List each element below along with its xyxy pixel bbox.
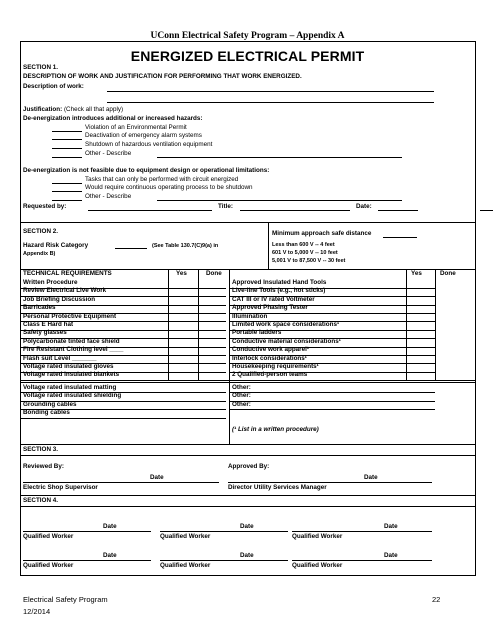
col-header-done-right: Done bbox=[440, 270, 456, 277]
worker-signature-line[interactable] bbox=[292, 531, 432, 532]
requirement-row: Safety glasses bbox=[23, 329, 67, 337]
col-header-done-left: Done bbox=[206, 270, 222, 277]
date-label: Date: bbox=[356, 203, 372, 210]
hazard-item-3: Shutdown of hazardous ventilation equipment bbox=[85, 141, 213, 148]
written-procedure-footnote bbox=[232, 426, 319, 434]
hazard-risk-note: (See Table 130.7(C)9(a) in bbox=[152, 243, 219, 249]
infeasible-check-1[interactable] bbox=[52, 183, 82, 184]
justification-label: Justification: bbox=[23, 106, 63, 113]
infeasible-item-1: Tasks that can only be performed with circuit energized bbox=[85, 176, 239, 183]
requirement-row: Job Briefing Discussion bbox=[23, 295, 96, 303]
hazard-check-3[interactable] bbox=[52, 148, 82, 149]
title-label: Title: bbox=[218, 203, 233, 210]
requirement-row: Illumination bbox=[232, 312, 268, 320]
approach-1: Less than 600 V -- 4 feet bbox=[272, 242, 335, 248]
requirement-row: Grounding cables bbox=[23, 400, 77, 408]
requirement-row: Polycarbonate tinted face shield bbox=[23, 337, 120, 345]
program-header: UConn Electrical Safety Program – Appendix A bbox=[150, 31, 345, 41]
requirement-row: Barricades bbox=[23, 304, 56, 312]
approved-by-line[interactable] bbox=[228, 482, 432, 483]
requirement-row: Conductive work apparel¹ bbox=[232, 346, 309, 354]
approved-date-label: Date bbox=[364, 474, 378, 481]
worker-date-label: Date bbox=[103, 523, 117, 530]
requirement-row: Personal Protective Equipment bbox=[23, 312, 117, 320]
worker-signature-line[interactable] bbox=[23, 531, 151, 532]
requirement-row: Other: bbox=[232, 383, 251, 391]
hazard-risk-line[interactable] bbox=[115, 248, 147, 249]
requirement-row: Housekeeping requirements¹ bbox=[232, 363, 319, 370]
requirement-row: Conductive material considerations¹ bbox=[232, 337, 341, 345]
hazard-risk-note-2: Appendix B) bbox=[23, 251, 56, 257]
requirement-row: Interlock considerations¹ bbox=[232, 354, 307, 362]
infeasible-other-line[interactable] bbox=[157, 200, 402, 201]
worker-role-label: Qualified Worker bbox=[23, 562, 74, 569]
col-header-tech: TECHNICAL REQUIREMENTS bbox=[23, 270, 112, 277]
section2-top-border bbox=[20, 222, 476, 223]
col-divider-5 bbox=[435, 269, 436, 380]
worker-role-label: Qualified Worker bbox=[160, 562, 211, 569]
hazard-check-4[interactable] bbox=[52, 157, 82, 158]
infeasible-heading: De-energization is not feasible due to equipment design or operational limitations: bbox=[23, 167, 270, 174]
hazard-check-1[interactable] bbox=[52, 131, 82, 132]
worker-date-label: Date bbox=[384, 552, 398, 559]
infeasible-check-2[interactable] bbox=[52, 191, 82, 192]
description-line-2[interactable] bbox=[107, 102, 434, 103]
description-label: Description of work: bbox=[23, 83, 84, 90]
requirement-row: Approved Insulated Hand Tools bbox=[232, 279, 327, 286]
infeasible-item-2: Would require continuous operating process to be shutdown bbox=[85, 184, 253, 191]
footer-program: Electrical Safety Program bbox=[23, 595, 108, 604]
requirement-row: Voltage rated insulated blankets bbox=[23, 371, 120, 379]
worker-signature-line[interactable] bbox=[292, 560, 432, 561]
requirement-row: Class E Hard hat bbox=[23, 321, 74, 328]
approved-by-label: Approved By: bbox=[228, 463, 270, 470]
justification-note: (Check all that apply) bbox=[63, 106, 124, 113]
worker-signature-line[interactable] bbox=[23, 560, 151, 561]
worker-role-label: Qualified Worker bbox=[292, 562, 343, 569]
requirement-row: Voltage rated insulated shielding bbox=[23, 392, 122, 399]
row-divider bbox=[229, 392, 435, 393]
requirement-row: CAT III or IV rated Voltmeter bbox=[232, 295, 315, 303]
requirement-row: 2 Qualified-person teams bbox=[232, 371, 308, 379]
permit-title: ENERGIZED ELECTRICAL PERMIT bbox=[130, 48, 365, 64]
requirement-row: Fire Resistant Clothing level ____ bbox=[23, 346, 124, 354]
row-divider bbox=[229, 409, 435, 410]
approach-line[interactable] bbox=[383, 237, 417, 238]
section4-heading: SECTION 4. bbox=[23, 497, 58, 504]
hazard-item-2: Deactivation of emergency alarm systems bbox=[85, 132, 202, 139]
approach-heading: Minimum approach safe distance bbox=[272, 230, 372, 237]
requirement-row: Written Procedure bbox=[23, 279, 78, 286]
approach-3: 5,001 V to 87,500 V -- 30 feet bbox=[272, 258, 346, 264]
requirement-row: Voltage rated insulated gloves bbox=[23, 363, 114, 370]
hazard-item-4: Other - Describe bbox=[85, 150, 132, 157]
col-header-yes-left: Yes bbox=[176, 270, 187, 277]
hazard-other-line[interactable] bbox=[157, 157, 402, 158]
row-divider bbox=[20, 418, 226, 419]
margin-mark bbox=[480, 210, 493, 211]
reviewed-by-line[interactable] bbox=[23, 482, 219, 483]
requirement-row: Voltage rated insulated matting bbox=[23, 383, 117, 391]
requirement-row: Bonding cables bbox=[23, 409, 70, 416]
section4-underline bbox=[20, 506, 476, 507]
requirement-row: Flash suit Level _______ bbox=[23, 354, 97, 362]
infeasible-item-3: Other - Describe bbox=[85, 193, 132, 200]
col-header-yes-right: Yes bbox=[411, 270, 422, 277]
requirement-row: Portable ladders bbox=[232, 329, 282, 337]
description-line-1[interactable] bbox=[107, 91, 434, 92]
footnote-text: (¹ List in a written procedure) bbox=[232, 426, 319, 433]
table-mid-border bbox=[20, 380, 476, 381]
reviewed-by-label: Reviewed By: bbox=[23, 463, 64, 470]
hazard-risk-label: Hazard Risk Category bbox=[23, 242, 89, 249]
approach-2: 601 V to 5,000 V -- 10 feet bbox=[272, 250, 338, 256]
worker-date-label: Date bbox=[384, 523, 398, 530]
technical-requirements-table bbox=[20, 269, 476, 444]
date-line[interactable] bbox=[378, 210, 418, 211]
worker-date-label: Date bbox=[240, 552, 254, 559]
title-line[interactable] bbox=[240, 210, 350, 211]
header-divider bbox=[20, 41, 476, 42]
requested-by-label: Requested by: bbox=[23, 203, 67, 210]
hazard-check-2[interactable] bbox=[52, 139, 82, 140]
section2-divider bbox=[268, 222, 269, 269]
reviewer-role: Electric Shop Supervisor bbox=[23, 484, 98, 491]
requirement-row: Review Electrical Live Work bbox=[23, 287, 107, 295]
worker-role-label: Qualified Worker bbox=[292, 533, 343, 540]
requirement-row: Live-line Tools (e.g., hot sticks) bbox=[232, 287, 326, 295]
requirement-row: Limited work space considerations¹ bbox=[232, 321, 340, 328]
section2-heading: SECTION 2. bbox=[23, 228, 58, 235]
requested-by-line[interactable] bbox=[88, 210, 212, 211]
section3-underline bbox=[20, 455, 476, 456]
worker-role-label: Qualified Worker bbox=[23, 533, 74, 540]
worker-signature-line[interactable] bbox=[160, 531, 288, 532]
reviewed-date-label: Date bbox=[150, 474, 164, 481]
requirement-row: Other: bbox=[232, 392, 251, 399]
description-heading: DESCRIPTION OF WORK AND JUSTIFICATION FOR PERFORMING THAT WORK ENERGIZED. bbox=[23, 73, 302, 80]
requirement-row: Approved Phasing Tester bbox=[232, 304, 308, 312]
section1-heading: SECTION 1. bbox=[23, 64, 58, 71]
hazards-heading: De-energization introduces additional or increased hazards: bbox=[23, 115, 203, 122]
requirement-row: Other: bbox=[232, 400, 251, 408]
justification-row bbox=[23, 106, 123, 114]
hazard-item-1: Violation of an Environmental Permit bbox=[85, 124, 187, 131]
footer-date: 12/2014 bbox=[23, 607, 51, 616]
section3-top-border bbox=[20, 444, 476, 445]
worker-role-label: Qualified Worker bbox=[160, 533, 211, 540]
row-divider bbox=[229, 401, 435, 402]
footer-page-number: 22 bbox=[432, 595, 441, 604]
worker-date-label: Date bbox=[240, 523, 254, 530]
section4-top-border bbox=[20, 495, 476, 496]
section3-heading: SECTION 3. bbox=[23, 446, 58, 453]
approver-role: Director Utility Services Manager bbox=[228, 484, 327, 491]
worker-date-label: Date bbox=[103, 552, 117, 559]
worker-signature-line[interactable] bbox=[160, 560, 288, 561]
infeasible-check-3[interactable] bbox=[52, 200, 82, 201]
